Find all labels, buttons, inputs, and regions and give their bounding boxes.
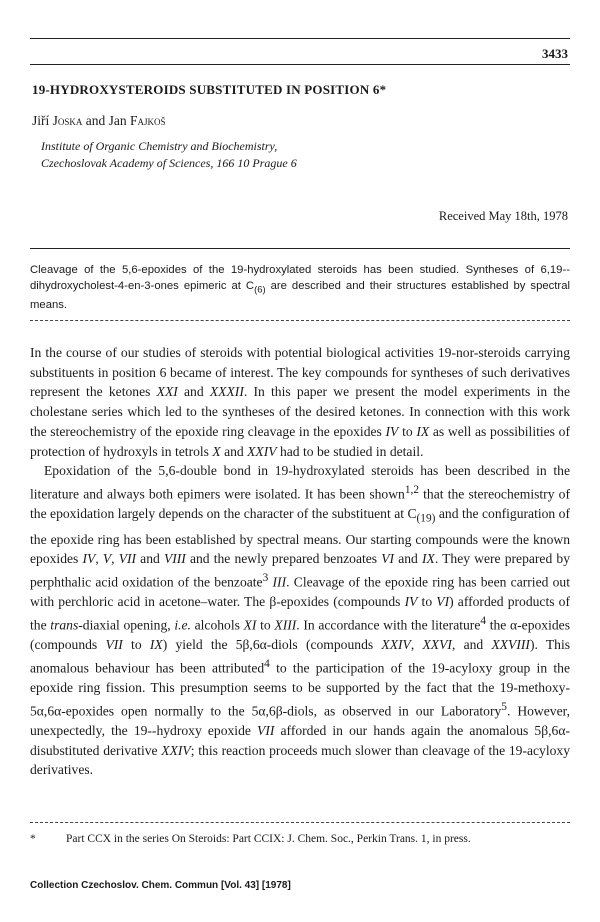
compound-ref: IX — [149, 637, 163, 653]
article-title: 19-HYDROXYSTEROIDS SUBSTITUTED IN POSITION 6* — [32, 82, 387, 97]
text-run: , — [410, 637, 423, 653]
text-run: . They were prepared by perphthalic acid oxidation of the benzoate — [30, 551, 570, 590]
citation-ref: 5 — [501, 700, 507, 713]
text-run: ) afforded products of the — [30, 594, 570, 633]
compound-ref: XXXII — [209, 384, 244, 400]
compound-ref: III — [272, 574, 287, 590]
text-run: as well as possibilities of protection of hydroxyls in tetrols — [30, 423, 570, 459]
author-joiner: and — [85, 113, 106, 128]
text-run: ) yield the 5β,6α-diols (compounds — [162, 637, 382, 653]
text-run: Epoxidation of the 5,6-double bond in 19-hydroxylated steroids has been described in the literature and always both epimers were isolated. It has been shown — [30, 463, 570, 502]
text-run: , and — [451, 637, 492, 653]
compound-ref: X — [212, 443, 221, 459]
text-run: . However, unexpectedly, the 19--hydroxy epoxide — [30, 703, 570, 739]
affiliation — [41, 138, 297, 172]
compound-ref: XXI — [156, 384, 178, 400]
compound-ref: VIII — [163, 551, 186, 567]
text-run: to — [417, 594, 437, 610]
compound-ref: XI — [243, 617, 257, 633]
subscript: (19) — [416, 512, 436, 525]
compound-ref: XIII — [274, 617, 297, 633]
compound-ref: XXVI — [422, 637, 452, 653]
author2-last-name: Fajkoš — [130, 113, 166, 128]
compound-ref: XXVIII — [491, 637, 530, 653]
text-run: and — [177, 384, 210, 400]
authors — [32, 113, 166, 129]
text-run: had to be studied in detail. — [276, 443, 424, 459]
abstract-top-rule — [30, 248, 570, 249]
text-run: that the stereochemistry of the epoxidation largely depends on the character of the substituent at C — [30, 486, 570, 522]
text-run: , — [95, 551, 103, 567]
compound-ref: VII — [105, 637, 123, 653]
text-run: to — [122, 637, 150, 653]
abstract — [30, 262, 570, 313]
compound-ref: V — [102, 551, 112, 567]
author1-first-name: Jiří — [32, 113, 50, 128]
text-run: -diaxial opening, — [78, 617, 175, 633]
affiliation-line-2: Czechoslovak Academy of Sciences, 166 10 Prague 6 — [41, 156, 297, 170]
header-rule — [30, 64, 570, 65]
citation-ref: 1,2 — [404, 483, 419, 496]
footnote-mark: * — [30, 833, 36, 845]
abstract-bottom-rule — [30, 320, 570, 321]
footnote — [30, 833, 570, 845]
compound-ref: XXIV — [381, 637, 411, 653]
affiliation-line-1: Institute of Organic Chemistry and Biochemistry, — [41, 139, 278, 153]
text-run: In the course of our studies of steroids with potential biological activities 19-nor-steroids carrying substituents in position 6 became of interest. The key compounds for syntheses of such derivatives represent the ketones — [30, 345, 570, 400]
compound-ref: IV — [404, 594, 418, 610]
italic-term: trans — [50, 617, 79, 633]
footnote-rule — [30, 822, 570, 823]
text-run: and — [220, 443, 248, 459]
page-number: 3433 — [542, 46, 568, 61]
compound-ref: IX — [421, 551, 435, 567]
body-paragraph-1 — [30, 343, 570, 461]
compound-ref: VII — [118, 551, 137, 567]
text-run: , — [111, 551, 119, 567]
author2-first-name: Jan — [108, 113, 127, 128]
citation-ref: 4 — [480, 614, 487, 627]
italic-term: i.e. — [174, 617, 191, 633]
text-run: afforded in our hands again the anomalous 5β,6α-disubstituted derivative — [30, 723, 570, 758]
citation-ref: 3 — [262, 571, 269, 584]
compound-ref: VI — [381, 551, 395, 567]
body-paragraph-2 — [30, 461, 570, 780]
journal-footer: Collection Czechoslov. Chem. Commun [Vol. 43] [1978] — [30, 880, 291, 891]
abstract-subscript: (6) — [254, 283, 266, 295]
text-run: ; this reaction proceeds much slower than cleavage of the 19-acyloxy derivatives. — [30, 742, 570, 778]
citation-ref: 4 — [264, 657, 270, 670]
author1-last-name: Joska — [52, 113, 83, 128]
text-run: to — [256, 617, 275, 633]
compound-ref: IX — [416, 423, 430, 439]
compound-ref: VI — [436, 594, 450, 610]
text-run: and the configuration of the epoxide ring has been established by spectral means. Our starting compounds were the known epoxides — [30, 506, 571, 567]
compound-ref: IV — [82, 551, 96, 567]
abstract-part-1: Cleavage of the 5,6-epoxides of the 19-hydroxylated steroids has been studied. Syntheses of 6,19--dihydroxycholest-4-en-3-ones epimeric at C — [30, 264, 570, 292]
compound-ref: VII — [257, 723, 275, 739]
text-run: and the newly prepared benzoates — [185, 551, 382, 567]
compound-ref: XXIV — [161, 742, 191, 758]
text-run: ). This anomalous behaviour has been attributed — [30, 637, 571, 676]
compound-ref: XXIV — [247, 443, 277, 459]
text-run: . In accordance with the literature — [296, 617, 481, 633]
text-run: . In this paper we present the model experiments in the cholestane series which led to the syntheses of the desired ketones. In connection with this work the stereochemistry of the epoxide ring cleavage in the epoxides — [30, 384, 570, 439]
abstract-part-2: are described and their structures established by spectral means. — [30, 280, 570, 312]
text-run: the α-epoxides (compounds — [30, 617, 570, 653]
text-run: and — [136, 551, 164, 567]
text-run: to — [398, 423, 417, 439]
article-body — [30, 343, 570, 780]
compound-ref: IV — [385, 423, 399, 439]
text-run: alcohols — [190, 617, 244, 633]
top-rule — [30, 38, 570, 39]
text-run: . Cleavage of the epoxide ring has been carried out with perchloric acid in acetone–water. The β-epoxides (compounds — [30, 574, 571, 610]
footnote-text: Part CCX in the series On Steroids: Part CCIX: J. Chem. Soc., Perkin Trans. 1, in press. — [66, 833, 471, 845]
text-run: and — [394, 551, 422, 567]
received-date: Received May 18th, 1978 — [438, 209, 568, 223]
text-run: to the participation of the 19-acyloxy group in the epoxide ring fission. This presumption seems to be supported by the fact that the 19-methoxy-5α,6α-epoxides open normally to the 5α,6β-diols, as observed in our Laboratory — [30, 660, 570, 719]
